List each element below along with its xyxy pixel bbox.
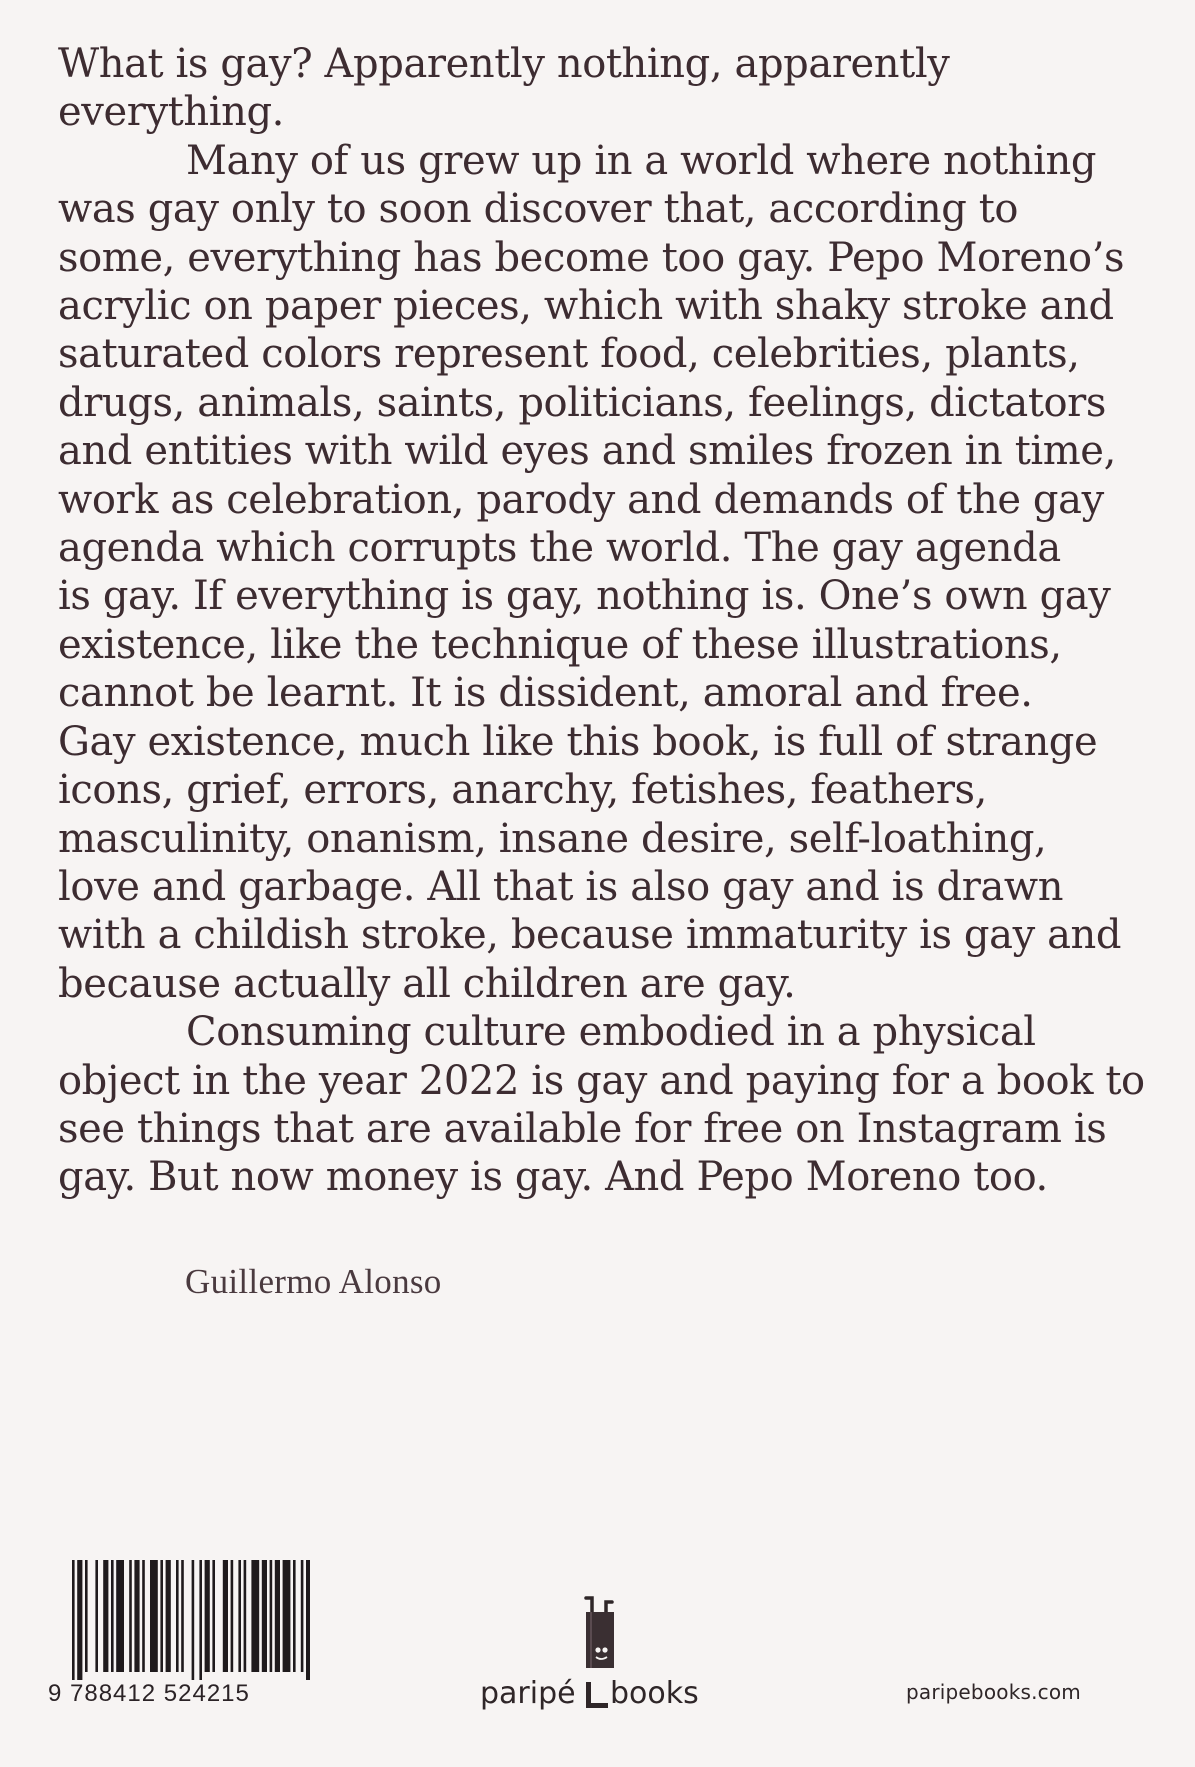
barcode-bar <box>262 1560 267 1672</box>
text-line: acrylic on paper pieces, which with shaky stroke and <box>58 283 1114 330</box>
text-line: object in the year 2022 is gay and paying for a book to <box>58 1057 1145 1104</box>
blurb-text <box>58 40 1145 1202</box>
barcode-bar <box>306 1560 310 1680</box>
author-signature: Guillermo Alonso <box>185 1262 442 1301</box>
text-line: cannot be learnt. It is dissident, amoral and free. <box>58 670 1033 717</box>
paragraph-2 <box>58 137 1138 1008</box>
barcode-bar <box>176 1560 179 1672</box>
barcode-bar <box>192 1560 195 1680</box>
barcode-bar <box>293 1560 296 1672</box>
text-line: work as celebration, parody and demands of the gay <box>58 476 1104 523</box>
publisher-name-right: books <box>610 1676 699 1711</box>
barcode-bar <box>238 1560 241 1672</box>
text-line: everything. <box>58 89 284 136</box>
barcode-bar <box>142 1560 145 1672</box>
text-line: agenda which corrupts the world. The gay agenda <box>58 525 1061 572</box>
barcode-bar <box>160 1560 163 1672</box>
paragraph-3 <box>58 1008 1145 1202</box>
text-line: masculinity, onanism, insane desire, self-loathing, <box>58 815 1047 862</box>
barcode-bars-icon <box>48 1560 310 1680</box>
barcode-bar <box>270 1560 273 1672</box>
text-line: existence, like the technique of these illustrations, <box>58 621 1062 668</box>
barcode-bar <box>223 1560 228 1672</box>
text-line: saturated colors represent food, celebrities, plants, <box>58 331 1080 378</box>
text-line: some, everything has become too gay. Pepo Moreno’s <box>58 234 1125 281</box>
barcode-bar <box>231 1560 234 1672</box>
barcode-bar <box>301 1560 304 1672</box>
barcode-bar <box>199 1560 202 1680</box>
barcode-bar <box>111 1560 114 1672</box>
text-line: What is gay? Apparently nothing, apparently <box>58 41 950 87</box>
text-line: see things that are available for free on Instagram is <box>58 1105 1107 1152</box>
barcode-bar <box>181 1560 184 1672</box>
publisher-logo <box>480 1594 720 1724</box>
barcode <box>48 1560 310 1720</box>
barcode-bar <box>85 1560 88 1672</box>
barcode-bar <box>103 1560 108 1672</box>
barcode-bar <box>244 1560 247 1672</box>
isbn-digits: 9 788412 524215 <box>48 1680 250 1707</box>
text-line: drugs, animals, saints, politicians, feelings, dictators <box>58 379 1107 426</box>
barcode-bar <box>205 1560 210 1672</box>
barcode-bar <box>77 1560 82 1680</box>
barcode-bar <box>116 1560 124 1672</box>
text-line: with a childish stroke, because immaturity is gay and <box>58 912 1122 959</box>
text-line: icons, grief, errors, anarchy, fetishes, feathers, <box>58 767 987 814</box>
barcode-bar <box>72 1560 75 1680</box>
publisher-website: paripebooks.com <box>906 1680 1081 1704</box>
text-line: is gay. If everything is gay, nothing is. One’s own gay <box>58 573 1111 620</box>
text-line: was gay only to soon discover that, according to <box>58 186 1019 233</box>
text-line: love and garbage. All that is also gay and is drawn <box>58 863 1064 910</box>
text-line: Gay existence, much like this book, is full of strange <box>58 718 1098 765</box>
barcode-bar <box>283 1560 291 1672</box>
paragraph-1 <box>58 40 1138 137</box>
barcode-bar <box>251 1560 259 1672</box>
barcode-bar <box>150 1560 158 1672</box>
publisher-name-left: paripé <box>480 1676 576 1711</box>
text-line: gay. But now money is gay. And Pepo Moreno too. <box>58 1154 1048 1201</box>
text-line: and entities with wild eyes and smiles frozen in time, <box>58 428 1116 475</box>
barcode-bar <box>129 1560 132 1672</box>
text-line: Many of us grew up in a world where nothing <box>186 137 1097 184</box>
barcode-bar <box>166 1560 171 1672</box>
barcode-bar <box>134 1560 139 1672</box>
text-line: because actually all children are gay. <box>58 960 796 1007</box>
text-line: Consuming culture embodied in a physical <box>186 1009 1036 1056</box>
barcode-bar <box>95 1560 98 1672</box>
barcode-bar <box>275 1560 280 1672</box>
barcode-bar <box>212 1560 215 1672</box>
